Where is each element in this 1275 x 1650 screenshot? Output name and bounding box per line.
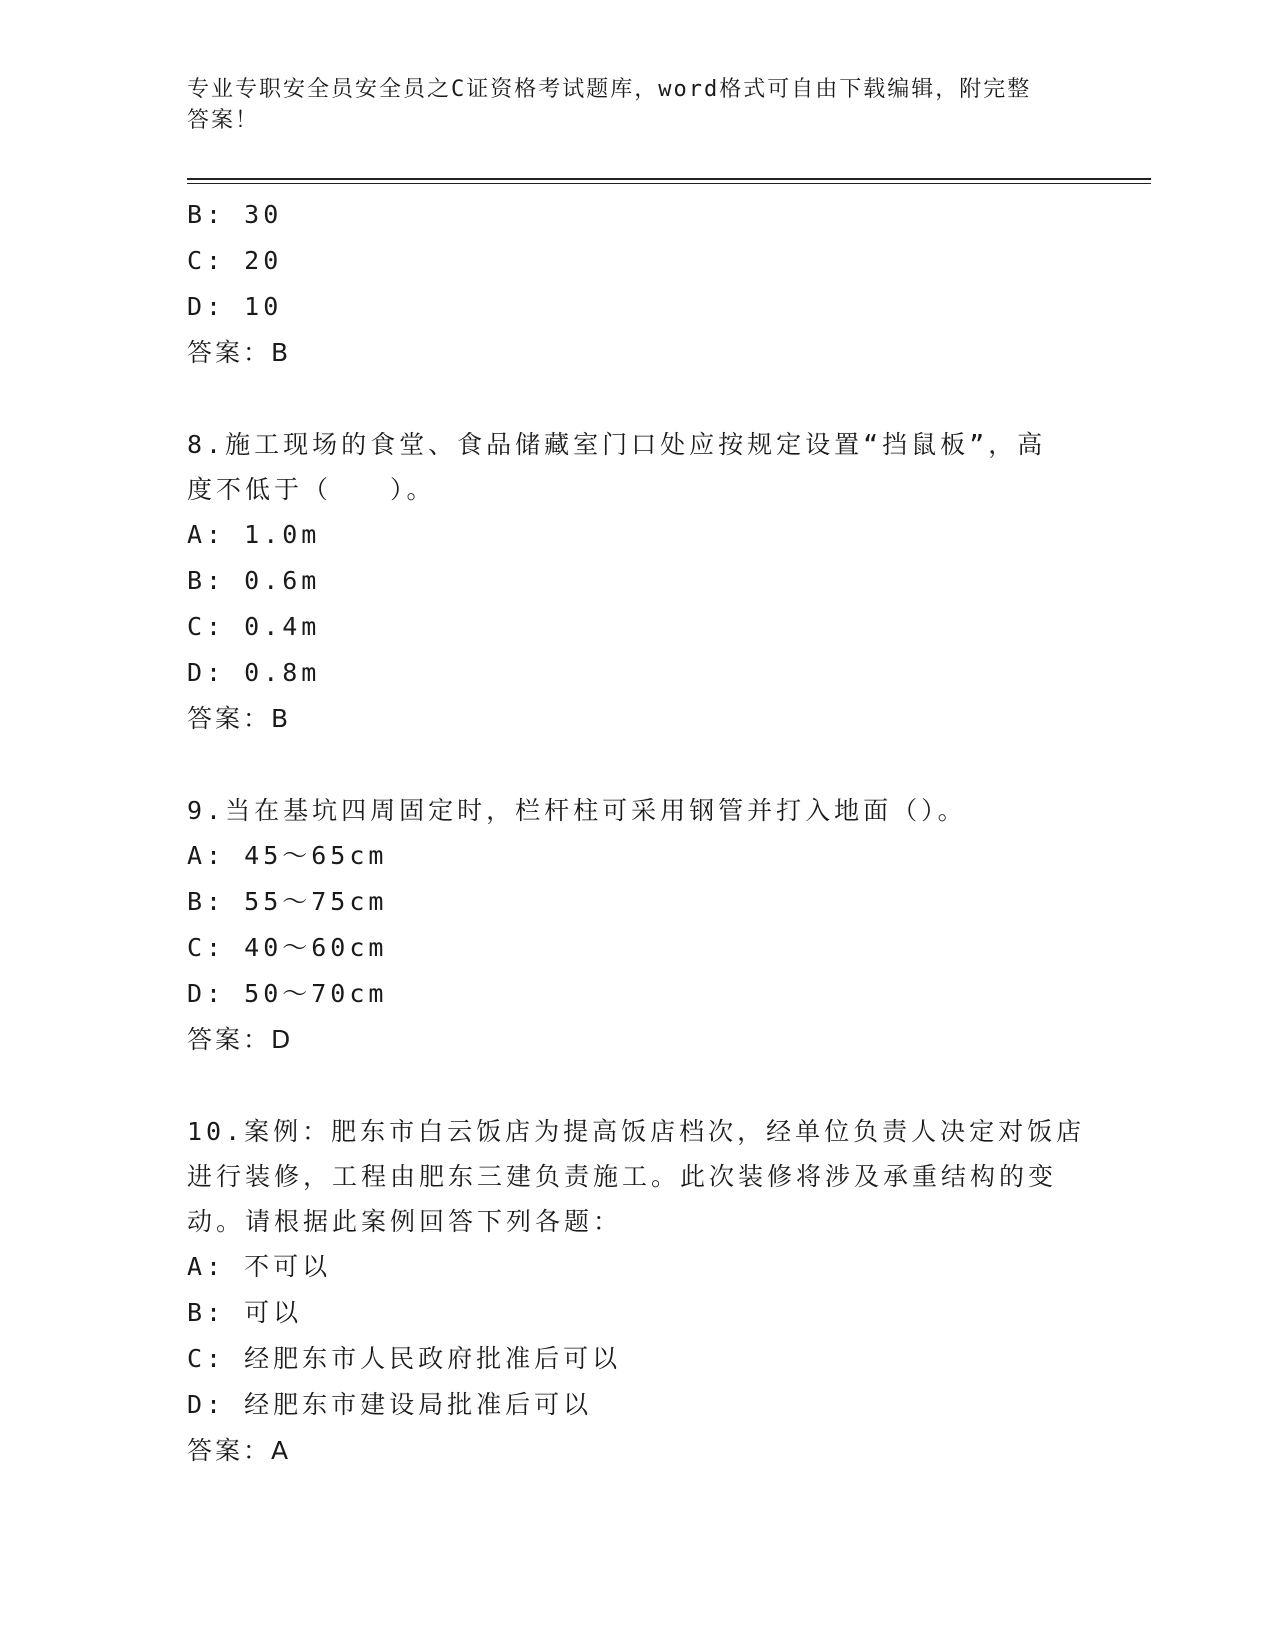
option-b: B: 55～75cm [187,887,388,916]
question-block [187,788,1087,1063]
option-c: C: 0.4m [187,612,321,641]
question-stem-line: 进行装修，工程由肥东三建负责施工。此次装修将涉及承重结构的变 [187,1162,1058,1191]
option-c: C: 40～60cm [187,933,388,962]
header-line-1: 专业专职安全员安全员之C证资格考试题库，word格式可自由下载编辑，附完整 [187,77,1032,102]
option-a: A: 不可以 [187,1252,332,1281]
header-line-2: 答案！ [187,108,260,133]
header-rule-thin [187,183,1151,184]
option-d: D: 10 [187,292,283,321]
option-d: D: 经肥东市建设局批准后可以 [187,1390,593,1419]
option-d: D: 0.8m [187,658,321,687]
question-block [187,422,1087,742]
spacer [187,742,1087,788]
question-list [187,192,1087,1474]
option-b: B: 30 [187,200,283,229]
header-rule-thick [187,178,1151,180]
question-stem-line: 9.当在基坑四周固定时，栏杆柱可采用钢管并打入地面（）。 [187,796,967,825]
question-block [187,192,1087,376]
question-stem-line: 度不低于（ ）。 [187,475,436,504]
question-stem-line: 10.案例：肥东市白云饭店为提高饭店档次，经单位负责人决定对饭店 [187,1117,1086,1146]
answer-line: 答案：D [187,1025,294,1054]
option-b: B: 可以 [187,1298,303,1327]
option-c: C: 20 [187,246,283,275]
question-stem-line: 动。请根据此案例回答下列各题： [187,1207,623,1236]
question-stem-line: 8.施工现场的食堂、食品储藏室门口处应按规定设置“挡鼠板”，高 [187,430,1047,459]
question-block [187,1109,1087,1474]
option-c: C: 经肥东市人民政府批准后可以 [187,1344,622,1373]
page-header [187,74,1087,136]
spacer [187,1063,1087,1109]
answer-line: 答案：B [187,338,292,367]
option-a: A: 45～65cm [187,841,388,870]
option-b: B: 0.6m [187,566,321,595]
option-a: A: 1.0m [187,520,321,549]
spacer [187,376,1087,422]
answer-line: 答案：A [187,1436,292,1465]
option-d: D: 50～70cm [187,979,388,1008]
answer-line: 答案：B [187,704,292,733]
